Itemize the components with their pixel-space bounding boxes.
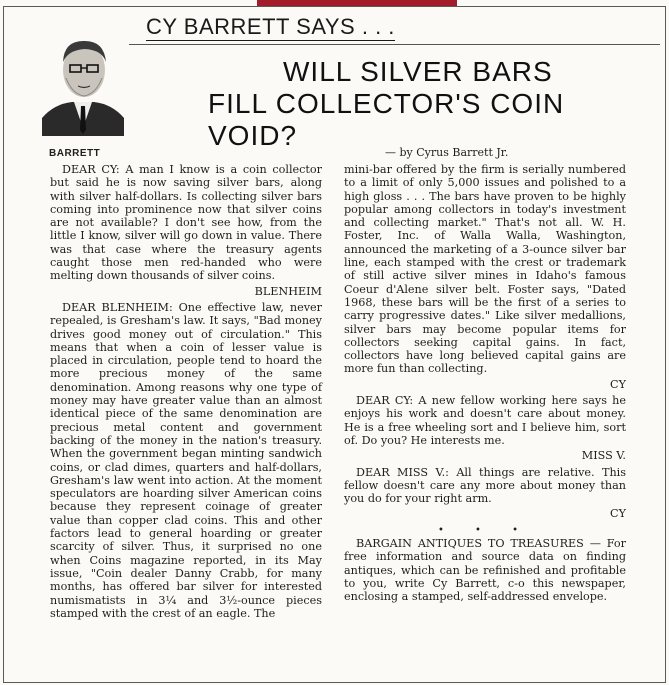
letter-1-signature: BLENHEIM — [254, 284, 322, 298]
letter-2-body: DEAR CY: A new fellow working here says he enjoys his work and doesn't care about money. He is a free wheeling sort and I believe him, sort of. Do you? He interests me. — [344, 394, 626, 447]
kicker-rule — [129, 44, 660, 45]
headline-line-1: WILL SILVER BARS — [283, 56, 553, 87]
column-left — [50, 163, 322, 620]
reply-2-body: DEAR MISS V.: All things are relative. This fellow doesn't care any more about money than you do for your right arm. — [344, 465, 626, 506]
column-kicker — [146, 14, 395, 40]
byline: — by Cyrus Barrett Jr. — [385, 146, 509, 159]
section-separator: • • • — [437, 524, 533, 536]
photo-caption: BARRETT — [49, 148, 101, 159]
letter-2-signature: MISS V. — [581, 449, 626, 463]
footer-notice: BARGAIN ANTIQUES TO TREASURES — For free information and source data on finding antiques, which can be refinished and profitable to you, write Cy Barrett, c-o this newspaper, enclosing a stamped, self-addressed envelope. — [344, 537, 626, 604]
headline-line-2: FILL COLLECTOR'S COIN VOID? — [208, 88, 565, 151]
kicker-text: CY BARRETT SAYS . . . — [146, 14, 395, 39]
reply-1-body: DEAR BLENHEIM: One effective law, never repealed, is Gresham's law. It says, "Bad money drives good money out of circulation." This means that when a coin of lesser value is placed in circulation, people tend to hoard the more precious money of the same denomination. Among reasons why one type of money may have greater value than an almost identical piece of the same denomination are precious metal content and government backing of the money in the nation's treasury. When the government began minting sandwich coins, or clad dimes, quarters and half-dollars, Gresham's law went into action. At the moment speculators are hoarding silver American coins because they represent coinage of greater value than copper clad coins. This and other factors lead to general hoarding or greater scarcity of silver. Thus, it surprised no one when Coins magazine reported, in its May issue, "Coin dealer Danny Crabb, for many months, has offered bar silver for interested numismatists in 3¼ and 3½-ounce pieces stamped with the crest of an eagle. The — [50, 300, 322, 620]
author-photo — [42, 32, 124, 136]
reply-1-continued: mini-bar offered by the firm is serially numbered to a limit of only 5,000 issues and polished to a high gloss . . . The bars have proven to be highly popular among collectors in today's investment and collecting market." That's not all. W. H. Foster, Inc. of Walla Walla, Washington, announced the marketing of a 3-ounce silver bar line, each stamped with the crest or trademark of still active silver mines in Idaho's famous Coeur d'Alene silver belt. Foster says, "Dated 1968, these bars will be the first of a series to carry progressive dates." Like silver medallions, silver bars may become popular items for collectors seeking capital gains. In fact, collectors have long believed capital gains are more fun than collecting. — [344, 163, 626, 376]
headline — [180, 56, 600, 152]
reply-1-signature: CY — [610, 377, 626, 391]
column-right — [344, 163, 626, 604]
reply-2-signature: CY — [610, 507, 626, 521]
letter-1-body: DEAR CY: A man I know is a coin collector but said he is now saving silver bars, along with silver half-dollars. Is collecting silver bars coming into prominence now that silver coins are not available? I don't see how, from the little I know, silver will go down in value. There was that case where the treasury agents caught those men red-handed who were melting down thousands of silver coins. — [50, 163, 322, 283]
